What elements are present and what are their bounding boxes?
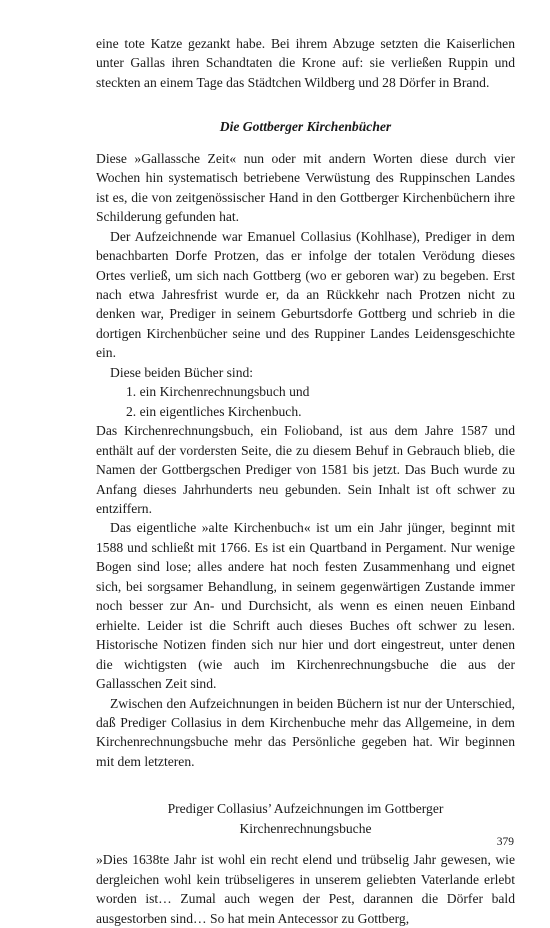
intro-paragraph: eine tote Katze gezankt habe. Bei ihrem Abzuge setzten die Kaiserlichen unter Gallas ihren Schandtaten die Krone auf: sie verließen Ruppin und steckten an einem Tage das Städtchen Wildberg und 28 Dörfer in Brand. bbox=[96, 36, 515, 90]
list-item: 2. ein eigentliches Kirchenbuch. bbox=[126, 403, 302, 419]
subheading-line-1: Prediger Collasius’ Aufzeichnungen im Gottberger bbox=[167, 801, 444, 817]
section-heading: Die Gottberger Kirchenbücher bbox=[219, 119, 392, 135]
paragraph-3: Diese beiden Bücher sind: bbox=[110, 364, 254, 380]
paragraph-1: Diese »Gallassche Zeit« nun oder mit andern Worten diese durch vier Wochen hin systematisch betriebene Verwüstung des Ruppinschen Landes ist es, die von zeitgenössischer Hand in den Gottberger Kirchenbüchern ihre Schilderung gefunden hat. bbox=[96, 150, 515, 225]
spacer bbox=[96, 838, 515, 850]
paragraph-2: Der Aufzeichnende war Emanuel Collasius (Kohlhase), Prediger in dem benachbarten Dorfe Protzen, das er infolge der totalen Verödung dieses Ortes verließ, um sich nach Gottberg (wo er geboren war) zu begeben. Erst nach etwa Jahresfrist wurde er, da an Rückkehr nach Protzen nicht zu denken war, Prediger in seinem Geburtsdorfe Gottberg und schrieb in die dortigen Kirchenbücher seine und des Ruppiner Landes Leidensgeschichte ein. bbox=[96, 228, 515, 361]
paragraph-6: Zwischen den Aufzeichnungen in beiden Büchern ist nur der Unterschied, daß Prediger Collasius in dem Kirchenbuche mehr das Allgemeine, in dem Kirchenrechnungsbuche mehr das Persönliche gegeben hat. Wir beginnen mit dem letzteren. bbox=[96, 695, 515, 769]
subheading-line-2: Kirchenrechnungsbuche bbox=[239, 820, 372, 836]
paragraph-4: Das Kirchenrechnungsbuch, ein Folioband, ist aus dem Jahre 1587 und enthält auf der vordersten Seite, die zu diesem Behuf in Gebrauch blieb, die Namen der Gottbergschen Prediger von 1581 bis jetzt. Das Buch wurde zu Anfang dieses Jahrhunderts neu gebunden. Sein Inhalt ist oft schwer zu entziffern. bbox=[96, 423, 515, 516]
list-item: 1. ein Kirchenrechnungsbuch und bbox=[126, 384, 310, 400]
paragraph-7: »Dies 1638te Jahr ist wohl ein recht elend und trübselig Jahr gewesen, wie dergleichen wohl kein trübseligeres in unserem geliebten Vaterlande erlebt worden ist… Zumal auch wegen der Pest, darannen die Dörfer bald ausgestorben sind… So hat mein Antecessor zu Gottberg, bbox=[96, 852, 515, 926]
book-page bbox=[96, 34, 515, 928]
spacer bbox=[96, 137, 515, 149]
page-number: 379 bbox=[496, 836, 514, 848]
spacer bbox=[96, 92, 515, 117]
spacer bbox=[96, 771, 515, 799]
paragraph-5: Das eigentliche »alte Kirchenbuch« ist um ein Jahr jünger, beginnt mit 1588 und schließt mit 1766. Es ist ein Quartband in Pergament. Nur wenige Bogen sind lose; alles andere hat noch festen Zusammenhang und eignet sich, bei sorgsamer Behandlung, in seinem gegenwärtigen Zustande immer noch besser zur An- und Durchsicht, als wenn es einen neuen Einband erhielte. Leider ist die Schrift auch dieses Buches oft schwer zu lesen. Historische Notizen finden sich nur hier und dort eingestreut, unter denen die wichtigsten (wie auch im Kirchenrechnungsbuche die aus der Gallasschen Zeit sind. bbox=[96, 520, 515, 692]
